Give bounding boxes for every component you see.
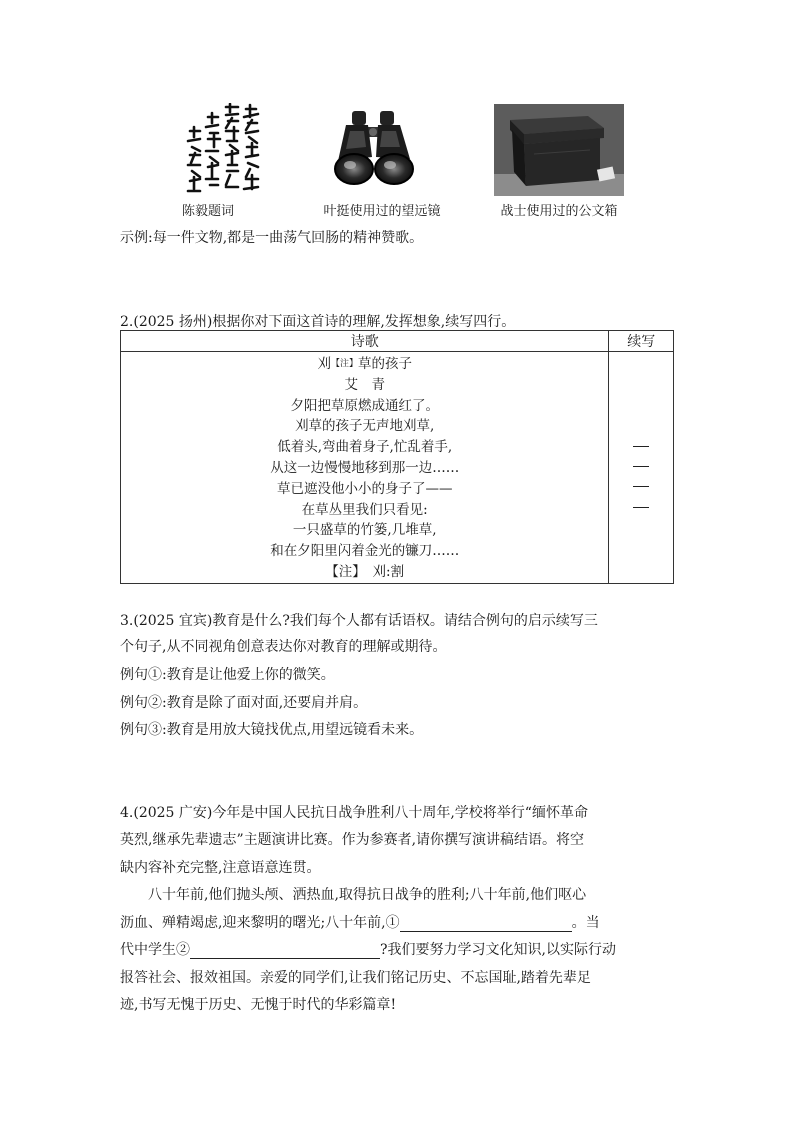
binoculars-caption: 叶挺使用过的望远镜 [323,204,441,219]
q3-example-1: 例句①:教育是让他爱上你的微笑。 [120,667,335,683]
q3-prompt-line2: 个句子,从不同视角创意表达你对教育的理解或期待。 [120,639,447,655]
poem-title-part: 草的孩子 [357,356,412,372]
binoculars-image [328,107,422,187]
document-box-image [494,104,624,196]
q4-passage-line4: 报答社会、报效祖国。亲爱的同学们,让我们铭记历史、不忘国耻,踏着先辈足 [120,970,591,986]
q4-passage-line5: 迹,书写无愧于历史、无愧于时代的华彩篇章! [120,997,397,1013]
poem-line: 刈草的孩子无声地刈草, [295,418,435,435]
q3-example-2: 例句②:教育是除了面对面,还要肩并肩。 [120,695,368,711]
calligraphy-image [186,103,262,198]
poem-title-note-mark: 【注】 [330,359,358,369]
poem-line: 夕阳把草原燃成通红了。 [290,397,439,414]
q4-passage-text: ?我们要努力学习文化知识,以实际行动 [380,942,616,958]
q4-passage-text: 代中学生② [120,942,190,958]
calligraphy-caption: 陈毅题词 [181,204,234,219]
q2-prompt: 2.(2025 扬州)根据你对下面这首诗的理解,发挥想象,续写四行。 [120,314,516,330]
poem-table [120,330,674,584]
q4-prompt-line2: 英烈,继承先辈遗志”主题演讲比赛。作为参赛者,请你撰写演讲稿结语。将空 [120,832,585,848]
col-header-continuation: 续写 [609,331,674,352]
poem-title-part: 刈 [317,356,331,372]
document-box-caption: 战士使用过的公文箱 [500,204,618,219]
poem-line: 一只盛草的竹篓,几堆草, [292,522,437,539]
continuation-blank[interactable] [633,486,649,487]
poem-author: 艾 青 [344,376,385,393]
q4-prompt-line1: 4.(2025 广安)今年是中国人民抗日战争胜利八十周年,学校将举行“缅怀革命 [120,805,588,821]
q1-example: 示例:每一件文物,都是一曲荡气回肠的精神赞歌。 [120,230,424,246]
poem-line: 和在夕阳里闪着金光的镰刀…… [270,543,460,560]
continuation-blank[interactable] [633,446,649,447]
calligraphy-strokes-icon [186,103,262,198]
q3-example-3: 例句③:教育是用放大镜找优点,用望远镜看未来。 [120,722,424,738]
col-header-poem: 诗歌 [121,331,609,352]
document-box-icon [494,104,624,196]
poem-line: 在草丛里我们只看见: [301,501,428,518]
poem-cell [121,352,609,584]
q4-passage-line2 [120,914,600,932]
poem-title [121,354,608,375]
q4-passage-text: 沥血、殚精竭虑,迎来黎明的曙光;八十年前,① [120,915,400,931]
binoculars-icon [328,107,422,187]
q4-passage-line3 [120,941,616,959]
blank-1-input[interactable] [400,915,572,932]
q4-passage-text: 。当 [571,915,600,931]
poem-note: 【注】 刈:割 [325,563,405,580]
poem-line: 草已遮没他小小的身子了—— [276,480,453,497]
blank-2-input[interactable] [190,942,380,959]
continuation-blank[interactable] [633,466,649,467]
q3-prompt-line1: 3.(2025 宜宾)教育是什么?我们每个人都有话语权。请结合例句的启示续写三 [120,613,598,629]
continuation-cell [609,352,674,584]
poem-line: 从这一边慢慢地移到那一边…… [270,459,460,476]
continuation-blank[interactable] [633,507,649,508]
q4-prompt-line3: 缺内容补充完整,注意语意连贯。 [120,860,321,876]
poem-line: 低着头,弯曲着身子,忙乱着手, [277,439,453,456]
q4-passage-line1: 八十年前,他们抛头颅、洒热血,取得抗日战争的胜利;八十年前,他们呕心 [148,887,587,903]
